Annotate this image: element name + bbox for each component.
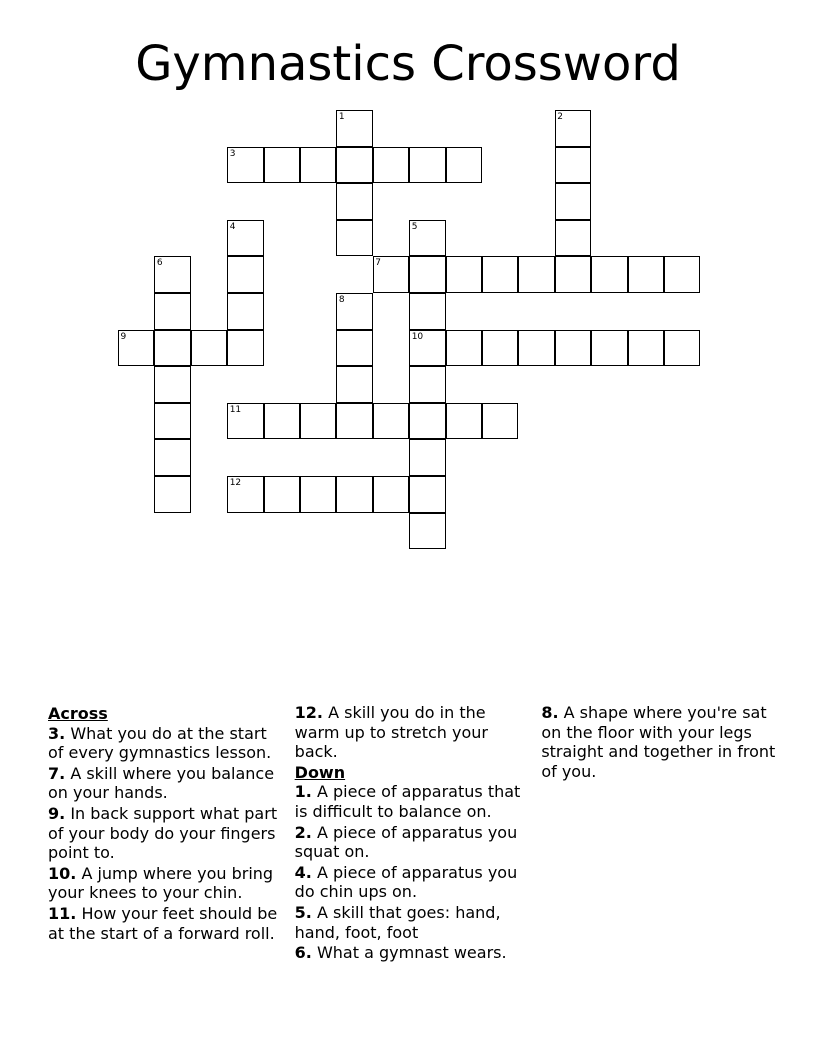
across-clue-12: 12. A skill you do in the warm up to stretch your back. xyxy=(294,703,488,762)
grid-cell[interactable] xyxy=(664,330,700,367)
grid-cell[interactable] xyxy=(482,330,518,367)
clue-number-1: 1 xyxy=(338,112,345,122)
grid-cell[interactable] xyxy=(227,293,263,330)
clue-number-5: 5 xyxy=(411,221,418,232)
down-clue-4: 4. A piece of apparatus you do chin ups on. xyxy=(294,862,518,902)
clue-number-4: 4 xyxy=(229,221,236,232)
grid-cell[interactable] xyxy=(154,330,190,367)
grid-cell[interactable] xyxy=(628,256,664,293)
grid-cell[interactable] xyxy=(191,330,227,367)
grid-cell[interactable] xyxy=(591,256,627,293)
grid-cell[interactable] xyxy=(300,147,336,184)
grid-cell[interactable] xyxy=(336,330,372,367)
grid-cell[interactable] xyxy=(409,513,445,550)
across-clue-9: 9. In back support what part of your body do your fingers point to. xyxy=(48,803,278,863)
grid-cell[interactable] xyxy=(409,366,445,403)
clue-number-8: 8 xyxy=(338,295,345,305)
grid-cell[interactable] xyxy=(446,330,482,367)
clues-section xyxy=(48,703,778,963)
grid-cell[interactable] xyxy=(373,403,409,440)
clue-number-12: 12 xyxy=(229,478,242,488)
grid-cell[interactable] xyxy=(664,256,700,293)
grid-cell[interactable] xyxy=(409,256,445,293)
grid-cell[interactable] xyxy=(300,403,336,440)
grid-cell[interactable] xyxy=(154,293,190,330)
grid-cell[interactable] xyxy=(336,183,372,220)
across-heading: Across xyxy=(48,704,108,723)
grid-cell[interactable] xyxy=(482,403,518,440)
grid-cell[interactable] xyxy=(264,147,300,184)
grid-cell[interactable] xyxy=(264,476,300,513)
across-clue-10: 10. A jump where you bring your knees to your chin. xyxy=(48,863,274,903)
grid-cell[interactable] xyxy=(409,439,445,476)
grid-cell[interactable] xyxy=(336,476,372,513)
grid-cell[interactable] xyxy=(373,476,409,513)
clue-number-10: 10 xyxy=(411,331,424,342)
grid-cell[interactable] xyxy=(336,403,372,440)
across-clue-3: 3. What you do at the start of every gymnastics lesson. xyxy=(48,723,272,763)
grid-cell[interactable] xyxy=(264,403,300,440)
grid-cell[interactable] xyxy=(591,330,627,367)
grid-cell[interactable] xyxy=(227,330,263,367)
grid-cell[interactable] xyxy=(154,366,190,403)
clue-number-6: 6 xyxy=(156,258,163,269)
grid-cell[interactable] xyxy=(336,366,372,403)
grid-cell[interactable] xyxy=(518,330,554,367)
grid-cell[interactable] xyxy=(409,403,445,440)
clue-number-3: 3 xyxy=(229,148,236,159)
grid-cell[interactable] xyxy=(518,256,554,293)
down-clue-1: 1. A piece of apparatus that is difficult to balance on. xyxy=(294,782,521,821)
grid-cell[interactable] xyxy=(409,147,445,184)
grid-cell[interactable] xyxy=(555,256,591,293)
clue-number-11: 11 xyxy=(229,404,242,415)
grid-cell[interactable] xyxy=(154,403,190,440)
clue-number-7: 7 xyxy=(375,258,382,269)
grid-cell[interactable] xyxy=(482,256,518,293)
grid-cell[interactable] xyxy=(555,147,591,184)
grid-cell[interactable] xyxy=(154,439,190,476)
grid-cell[interactable] xyxy=(555,183,591,220)
down-clue-5: 5. A skill that goes: hand, hand, foot, foot xyxy=(294,902,501,942)
grid-cell[interactable] xyxy=(446,403,482,440)
grid-cell[interactable] xyxy=(409,293,445,330)
grid-cell[interactable] xyxy=(336,220,372,257)
across-clue-7: 7. A skill where you balance on your hands. xyxy=(48,763,275,803)
down-heading: Down xyxy=(294,762,346,782)
down-clue-2: 2. A piece of apparatus you squat on. xyxy=(294,822,518,862)
grid-cell[interactable] xyxy=(628,330,664,367)
grid-cell[interactable] xyxy=(300,476,336,513)
down-clue-8: 8. A shape where you're sat on the floor with your legs straight and together in front of you. xyxy=(541,703,776,781)
grid-cell[interactable] xyxy=(227,256,263,293)
clue-number-9: 9 xyxy=(120,331,127,342)
across-clue-11: 11. How your feet should be at the start of a forward roll. xyxy=(48,903,278,943)
grid-cell[interactable] xyxy=(555,330,591,367)
page-title: Gymnastics Crossword xyxy=(135,36,681,92)
grid-cell[interactable] xyxy=(154,476,190,513)
grid-cell[interactable] xyxy=(373,147,409,184)
clue-number-2: 2 xyxy=(557,112,564,122)
grid-cell[interactable] xyxy=(446,256,482,293)
grid-cell[interactable] xyxy=(555,220,591,257)
grid-cell[interactable] xyxy=(446,147,482,184)
grid-cell[interactable] xyxy=(409,476,445,513)
down-clue-6: 6. What a gymnast wears. xyxy=(294,943,507,963)
grid-cell[interactable] xyxy=(336,147,372,184)
